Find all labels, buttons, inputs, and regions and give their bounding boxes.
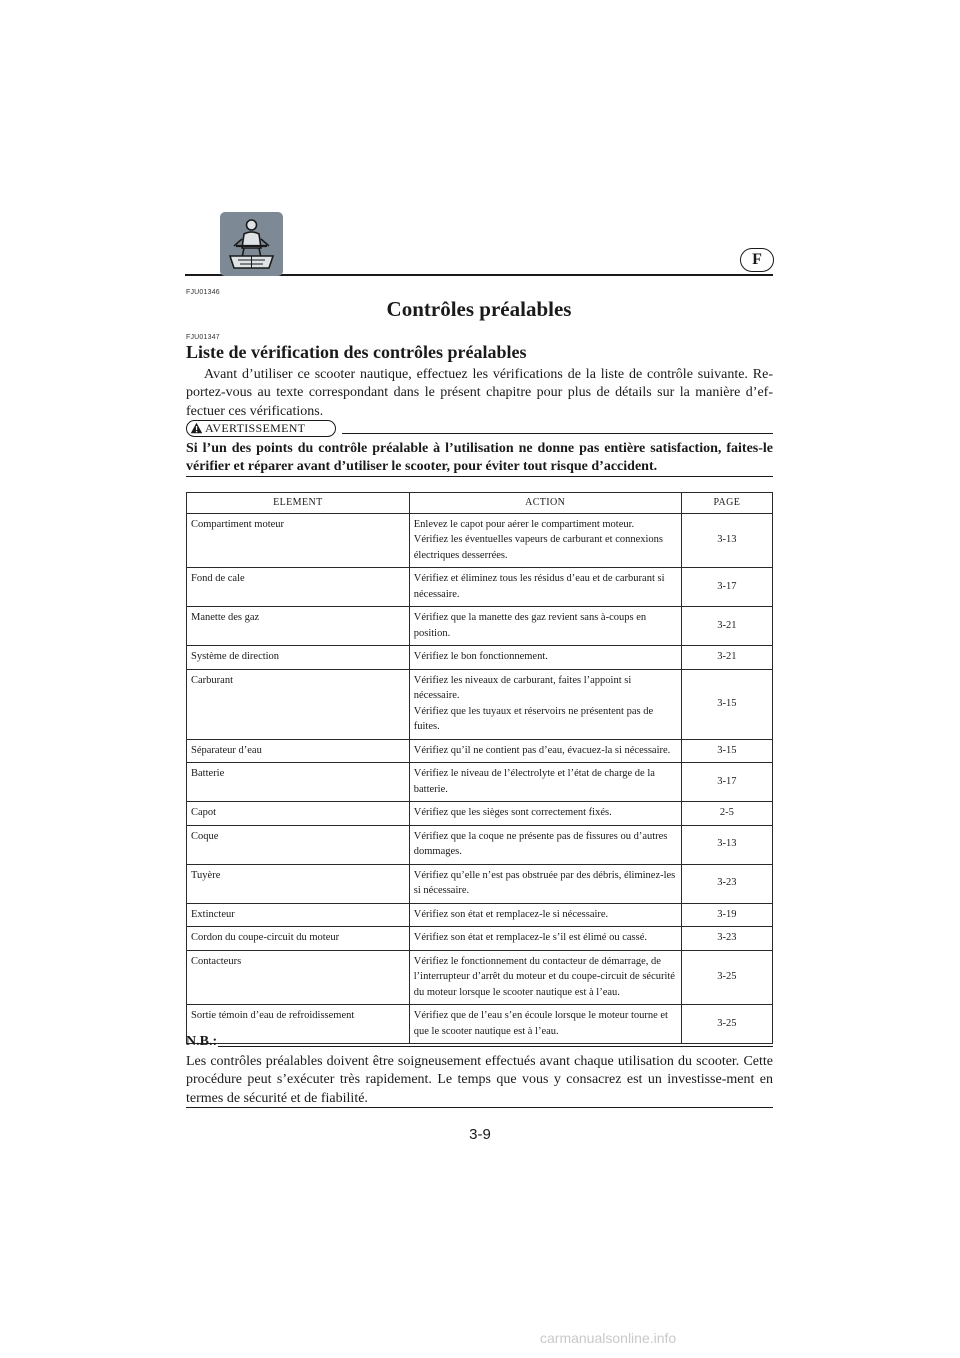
- cell-element: Séparateur d’eau: [187, 739, 410, 763]
- cell-element: Système de direction: [187, 646, 410, 670]
- table-header-row: [187, 493, 773, 514]
- page-number: 3-9: [469, 1126, 491, 1143]
- table-row: [187, 669, 773, 739]
- cell-action: Vérifiez que la manette des gaz revient sans à-coups en position.: [409, 607, 681, 646]
- cell-action: Vérifiez son état et remplacez-le si nécessaire.: [409, 903, 681, 927]
- cell-action: Vérifiez le fonctionnement du contacteur de démarrage, de l’interrupteur d’arrêt du moteur et du coupe-circuit de sécurité du moteur lorsque le scooter nautique est à l’eau.: [409, 950, 681, 1005]
- cell-action: Vérifiez et éliminez tous les résidus d’eau et de carburant si nécessaire.: [409, 568, 681, 607]
- table-row: [187, 950, 773, 1005]
- section-title: Liste de vérification des contrôles préalables: [186, 342, 527, 362]
- cell-page: 3-15: [681, 669, 772, 739]
- warning-text: Si l’un des points du contrôle préalable à l’utilisation ne donne pas entière satisfaction, faites-le vérifier et réparer avant d’utiliser le scooter, pour éviter tout risque d’accident.: [186, 441, 773, 475]
- cell-element: Coque: [187, 825, 410, 864]
- cell-action: Vérifiez qu’elle n’est pas obstruée par des débris, éliminez-les si nécessaire.: [409, 864, 681, 903]
- cell-element: Tuyère: [187, 864, 410, 903]
- cell-page: 3-17: [681, 568, 772, 607]
- table-row: [187, 864, 773, 903]
- cell-element: Batterie: [187, 763, 410, 802]
- cell-action: Enlevez le capot pour aérer le compartiment moteur. Vérifiez les éventuelles vapeurs de carburant et connexions électriques desserrées.: [409, 513, 681, 568]
- note-rule-bottom: [186, 1107, 773, 1108]
- table-row: [187, 903, 773, 927]
- warning-triangle-icon: [190, 422, 203, 434]
- cell-element: Fond de cale: [187, 568, 410, 607]
- cell-element: Capot: [187, 802, 410, 826]
- cell-page: 3-15: [681, 739, 772, 763]
- cell-page: 3-21: [681, 646, 772, 670]
- table-row: [187, 513, 773, 568]
- checklist-table: [186, 492, 773, 1044]
- column-header-page: PAGE: [681, 493, 772, 514]
- table-row: [187, 739, 773, 763]
- title-ref-code: FJU01346: [186, 289, 220, 296]
- cell-action: Vérifiez qu’il ne contient pas d’eau, évacuez-la si nécessaire.: [409, 739, 681, 763]
- cell-page: 3-23: [681, 927, 772, 951]
- cell-element: Sortie témoin d’eau de refroidissement: [187, 1005, 410, 1044]
- cell-action: Vérifiez le niveau de l’électrolyte et l’état de charge de la batterie.: [409, 763, 681, 802]
- cell-page: 3-19: [681, 903, 772, 927]
- section-ref-code: FJU01347: [186, 334, 220, 341]
- table-row: [187, 927, 773, 951]
- cell-element: Manette des gaz: [187, 607, 410, 646]
- cell-action: Vérifiez que les sièges sont correctement fixés.: [409, 802, 681, 826]
- cell-page: 3-17: [681, 763, 772, 802]
- cell-page: 3-13: [681, 825, 772, 864]
- cell-page: 2-5: [681, 802, 772, 826]
- cell-action: Vérifiez que de l’eau s’en écoule lorsque le moteur tourne et que le scooter nautique est à l’eau.: [409, 1005, 681, 1044]
- cell-action: Vérifiez que la coque ne présente pas de fissures ou d’autres dommages.: [409, 825, 681, 864]
- note-rule-top: [218, 1046, 773, 1047]
- watermark: carmanualsonline.info: [540, 1330, 677, 1346]
- table-row: [187, 802, 773, 826]
- table-row: [187, 763, 773, 802]
- note-label: N.B.:: [186, 1034, 218, 1049]
- column-header-action: ACTION: [409, 493, 681, 514]
- cell-page: 3-13: [681, 513, 772, 568]
- cell-page: 3-25: [681, 1005, 772, 1044]
- cell-element: Contacteurs: [187, 950, 410, 1005]
- note-text: Les contrôles préalables doivent être soigneusement effectués avant chaque utilisation du scooter. Cette procédure peut s’exécuter très rapidement. Le temps que vous y consacrez est un investisse-ment en termes de sécurité et de fiabilité.: [186, 1054, 773, 1106]
- warning-rule-top: [342, 433, 773, 434]
- table-row: [187, 568, 773, 607]
- jet-ski-rider-icon: [220, 212, 283, 276]
- intro-paragraph: Avant d’utiliser ce scooter nautique, effectuez les vérifications de la liste de contrôle suivante. Re-portez-vous au texte correspondant dans le présent chapitre pour plus de détails sur la manière d’ef-fectuer ces vérifications.: [186, 367, 773, 419]
- table-row: [187, 1005, 773, 1044]
- cell-page: 3-21: [681, 607, 772, 646]
- language-badge: F: [740, 248, 774, 272]
- cell-page: 3-25: [681, 950, 772, 1005]
- cell-page: 3-23: [681, 864, 772, 903]
- warning-rule-bottom: [186, 476, 773, 477]
- cell-action: Vérifiez son état et remplacez-le s’il est élimé ou cassé.: [409, 927, 681, 951]
- cell-element: Compartiment moteur: [187, 513, 410, 568]
- cell-element: Carburant: [187, 669, 410, 739]
- table-row: [187, 825, 773, 864]
- column-header-element: ELEMENT: [187, 493, 410, 514]
- page-title: Contrôles préalables: [386, 297, 572, 321]
- warning-label: AVERTISSEMENT: [205, 421, 306, 435]
- cell-element: Cordon du coupe-circuit du moteur: [187, 927, 410, 951]
- table-row: [187, 646, 773, 670]
- cell-element: Extincteur: [187, 903, 410, 927]
- cell-action: Vérifiez les niveaux de carburant, faites l’appoint si nécessaire. Vérifiez que les tuyaux et réservoirs ne présentent pas de fuites.: [409, 669, 681, 739]
- table-row: [187, 607, 773, 646]
- cell-action: Vérifiez le bon fonctionnement.: [409, 646, 681, 670]
- warning-badge: [186, 420, 336, 437]
